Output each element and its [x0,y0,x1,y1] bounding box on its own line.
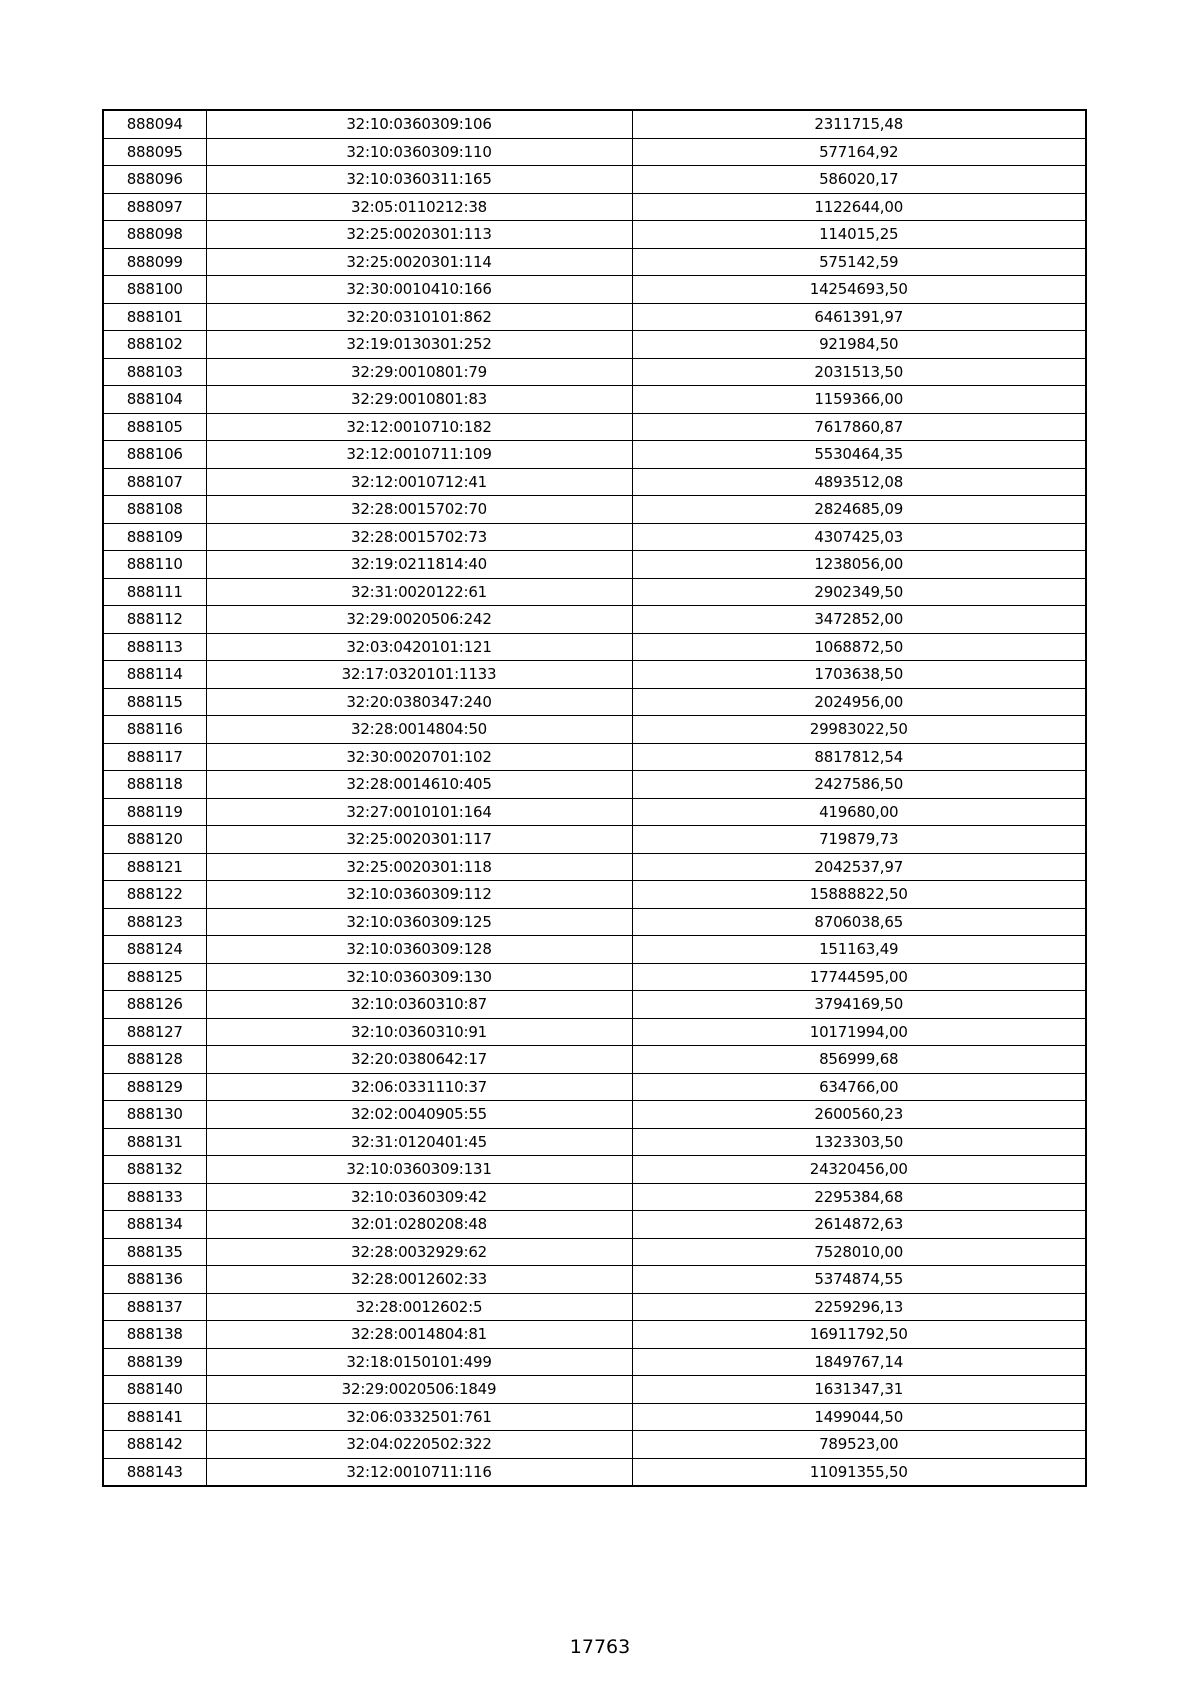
table-row [103,1211,1086,1239]
page-number: 17763 [569,1636,631,1658]
value-cell: 16911792,50 [632,1321,1086,1349]
row-number-cell: 888116 [103,716,206,744]
value-cell: 2311715,48 [632,110,1086,138]
cadastral-number-cell: 32:29:0020506:242 [206,606,632,634]
value-cell: 11091355,50 [632,1458,1086,1486]
value-cell: 2024956,00 [632,688,1086,716]
cadastral-number-cell: 32:25:0020301:118 [206,853,632,881]
value-cell: 2600560,23 [632,1101,1086,1129]
value-cell: 3794169,50 [632,991,1086,1019]
value-cell: 1703638,50 [632,661,1086,689]
table-row [103,881,1086,909]
records-table [102,109,1087,1487]
cadastral-number-cell: 32:10:0360309:42 [206,1183,632,1211]
table-row [103,798,1086,826]
cadastral-number-cell: 32:28:0032929:62 [206,1238,632,1266]
table-row [103,1128,1086,1156]
row-number-cell: 888097 [103,193,206,221]
table-row [103,1348,1086,1376]
cadastral-number-cell: 32:28:0015702:70 [206,496,632,524]
cadastral-number-cell: 32:19:0211814:40 [206,551,632,579]
row-number-cell: 888127 [103,1018,206,1046]
value-cell: 2259296,13 [632,1293,1086,1321]
value-cell: 7617860,87 [632,413,1086,441]
cadastral-number-cell: 32:10:0360309:131 [206,1156,632,1184]
value-cell: 2824685,09 [632,496,1086,524]
table-row [103,413,1086,441]
value-cell: 419680,00 [632,798,1086,826]
cadastral-number-cell: 32:04:0220502:322 [206,1431,632,1459]
row-number-cell: 888101 [103,303,206,331]
value-cell: 719879,73 [632,826,1086,854]
row-number-cell: 888133 [103,1183,206,1211]
value-cell: 5374874,55 [632,1266,1086,1294]
row-number-cell: 888142 [103,1431,206,1459]
row-number-cell: 888120 [103,826,206,854]
value-cell: 2295384,68 [632,1183,1086,1211]
value-cell: 2427586,50 [632,771,1086,799]
cadastral-number-cell: 32:25:0020301:117 [206,826,632,854]
row-number-cell: 888112 [103,606,206,634]
table-row [103,138,1086,166]
table-row [103,523,1086,551]
table-row [103,1293,1086,1321]
row-number-cell: 888104 [103,386,206,414]
row-number-cell: 888125 [103,963,206,991]
value-cell: 586020,17 [632,166,1086,194]
row-number-cell: 888111 [103,578,206,606]
row-number-cell: 888099 [103,248,206,276]
value-cell: 17744595,00 [632,963,1086,991]
row-number-cell: 888131 [103,1128,206,1156]
row-number-cell: 888122 [103,881,206,909]
table-row [103,826,1086,854]
cadastral-number-cell: 32:20:0380642:17 [206,1046,632,1074]
value-cell: 2614872,63 [632,1211,1086,1239]
row-number-cell: 888094 [103,110,206,138]
cadastral-number-cell: 32:12:0010711:116 [206,1458,632,1486]
cadastral-number-cell: 32:28:0014804:81 [206,1321,632,1349]
table-row [103,248,1086,276]
table-row [103,551,1086,579]
row-number-cell: 888108 [103,496,206,524]
table-row [103,606,1086,634]
cadastral-number-cell: 32:01:0280208:48 [206,1211,632,1239]
cadastral-number-cell: 32:05:0110212:38 [206,193,632,221]
row-number-cell: 888134 [103,1211,206,1239]
row-number-cell: 888115 [103,688,206,716]
table-row [103,1321,1086,1349]
table-row [103,963,1086,991]
cadastral-number-cell: 32:31:0120401:45 [206,1128,632,1156]
table-row [103,193,1086,221]
table-row [103,441,1086,469]
table-row [103,661,1086,689]
cadastral-number-cell: 32:10:0360310:91 [206,1018,632,1046]
row-number-cell: 888126 [103,991,206,1019]
value-cell: 577164,92 [632,138,1086,166]
cadastral-number-cell: 32:20:0310101:862 [206,303,632,331]
value-cell: 2902349,50 [632,578,1086,606]
table-row [103,331,1086,359]
value-cell: 2042537,97 [632,853,1086,881]
table-row [103,468,1086,496]
table-row [103,1376,1086,1404]
row-number-cell: 888100 [103,276,206,304]
cadastral-number-cell: 32:12:0010712:41 [206,468,632,496]
row-number-cell: 888143 [103,1458,206,1486]
value-cell: 1849767,14 [632,1348,1086,1376]
value-cell: 151163,49 [632,936,1086,964]
row-number-cell: 888114 [103,661,206,689]
cadastral-number-cell: 32:30:0020701:102 [206,743,632,771]
cadastral-number-cell: 32:20:0380347:240 [206,688,632,716]
table-row [103,1018,1086,1046]
value-cell: 7528010,00 [632,1238,1086,1266]
table-row [103,276,1086,304]
cadastral-number-cell: 32:10:0360309:128 [206,936,632,964]
cadastral-number-cell: 32:28:0014610:405 [206,771,632,799]
cadastral-number-cell: 32:10:0360309:112 [206,881,632,909]
cadastral-number-cell: 32:29:0020506:1849 [206,1376,632,1404]
value-cell: 8817812,54 [632,743,1086,771]
row-number-cell: 888124 [103,936,206,964]
table-row [103,1403,1086,1431]
value-cell: 789523,00 [632,1431,1086,1459]
value-cell: 1159366,00 [632,386,1086,414]
table-row [103,1046,1086,1074]
cadastral-number-cell: 32:10:0360310:87 [206,991,632,1019]
cadastral-number-cell: 32:28:0012602:5 [206,1293,632,1321]
row-number-cell: 888129 [103,1073,206,1101]
cadastral-number-cell: 32:25:0020301:114 [206,248,632,276]
value-cell: 2031513,50 [632,358,1086,386]
row-number-cell: 888137 [103,1293,206,1321]
cadastral-number-cell: 32:03:0420101:121 [206,633,632,661]
table-row [103,110,1086,138]
value-cell: 1238056,00 [632,551,1086,579]
table-row [103,1101,1086,1129]
row-number-cell: 888095 [103,138,206,166]
table-row [103,908,1086,936]
row-number-cell: 888136 [103,1266,206,1294]
value-cell: 15888822,50 [632,881,1086,909]
value-cell: 4893512,08 [632,468,1086,496]
cadastral-number-cell: 32:19:0130301:252 [206,331,632,359]
table-row [103,166,1086,194]
row-number-cell: 888106 [103,441,206,469]
row-number-cell: 888123 [103,908,206,936]
cadastral-number-cell: 32:10:0360311:165 [206,166,632,194]
row-number-cell: 888139 [103,1348,206,1376]
value-cell: 24320456,00 [632,1156,1086,1184]
row-number-cell: 888130 [103,1101,206,1129]
row-number-cell: 888128 [103,1046,206,1074]
value-cell: 1068872,50 [632,633,1086,661]
table-row [103,633,1086,661]
row-number-cell: 888141 [103,1403,206,1431]
table-row [103,771,1086,799]
value-cell: 575142,59 [632,248,1086,276]
table-row [103,936,1086,964]
value-cell: 3472852,00 [632,606,1086,634]
cadastral-number-cell: 32:10:0360309:106 [206,110,632,138]
cadastral-number-cell: 32:18:0150101:499 [206,1348,632,1376]
table-row [103,303,1086,331]
value-cell: 6461391,97 [632,303,1086,331]
table-row [103,358,1086,386]
row-number-cell: 888113 [103,633,206,661]
table-row [103,496,1086,524]
table-row [103,743,1086,771]
table-row [103,221,1086,249]
cadastral-number-cell: 32:06:0331110:37 [206,1073,632,1101]
row-number-cell: 888096 [103,166,206,194]
row-number-cell: 888118 [103,771,206,799]
value-cell: 634766,00 [632,1073,1086,1101]
cadastral-number-cell: 32:12:0010711:109 [206,441,632,469]
row-number-cell: 888119 [103,798,206,826]
cadastral-number-cell: 32:30:0010410:166 [206,276,632,304]
table-row [103,688,1086,716]
row-number-cell: 888107 [103,468,206,496]
cadastral-number-cell: 32:27:0010101:164 [206,798,632,826]
records-table-body [103,110,1086,1486]
table-row [103,1431,1086,1459]
table-row [103,1458,1086,1486]
value-cell: 921984,50 [632,331,1086,359]
value-cell: 1323303,50 [632,1128,1086,1156]
table-row [103,991,1086,1019]
value-cell: 114015,25 [632,221,1086,249]
table-row [103,853,1086,881]
row-number-cell: 888109 [103,523,206,551]
cadastral-number-cell: 32:29:0010801:83 [206,386,632,414]
value-cell: 14254693,50 [632,276,1086,304]
value-cell: 856999,68 [632,1046,1086,1074]
cadastral-number-cell: 32:31:0020122:61 [206,578,632,606]
cadastral-number-cell: 32:02:0040905:55 [206,1101,632,1129]
row-number-cell: 888110 [103,551,206,579]
cadastral-number-cell: 32:25:0020301:113 [206,221,632,249]
cadastral-number-cell: 32:28:0014804:50 [206,716,632,744]
row-number-cell: 888105 [103,413,206,441]
cadastral-number-cell: 32:06:0332501:761 [206,1403,632,1431]
table-row [103,1183,1086,1211]
value-cell: 29983022,50 [632,716,1086,744]
row-number-cell: 888098 [103,221,206,249]
value-cell: 8706038,65 [632,908,1086,936]
cadastral-number-cell: 32:28:0015702:73 [206,523,632,551]
table-row [103,1266,1086,1294]
value-cell: 5530464,35 [632,441,1086,469]
table-row [103,1073,1086,1101]
table-row [103,1238,1086,1266]
table-row [103,716,1086,744]
row-number-cell: 888117 [103,743,206,771]
row-number-cell: 888102 [103,331,206,359]
table-row [103,386,1086,414]
row-number-cell: 888121 [103,853,206,881]
value-cell: 1631347,31 [632,1376,1086,1404]
cadastral-number-cell: 32:12:0010710:182 [206,413,632,441]
cadastral-number-cell: 32:17:0320101:1133 [206,661,632,689]
cadastral-number-cell: 32:10:0360309:130 [206,963,632,991]
row-number-cell: 888140 [103,1376,206,1404]
cadastral-number-cell: 32:29:0010801:79 [206,358,632,386]
value-cell: 1122644,00 [632,193,1086,221]
row-number-cell: 888138 [103,1321,206,1349]
value-cell: 4307425,03 [632,523,1086,551]
row-number-cell: 888132 [103,1156,206,1184]
table-row [103,578,1086,606]
table-row [103,1156,1086,1184]
value-cell: 1499044,50 [632,1403,1086,1431]
row-number-cell: 888135 [103,1238,206,1266]
cadastral-number-cell: 32:10:0360309:125 [206,908,632,936]
cadastral-number-cell: 32:28:0012602:33 [206,1266,632,1294]
cadastral-number-cell: 32:10:0360309:110 [206,138,632,166]
row-number-cell: 888103 [103,358,206,386]
value-cell: 10171994,00 [632,1018,1086,1046]
